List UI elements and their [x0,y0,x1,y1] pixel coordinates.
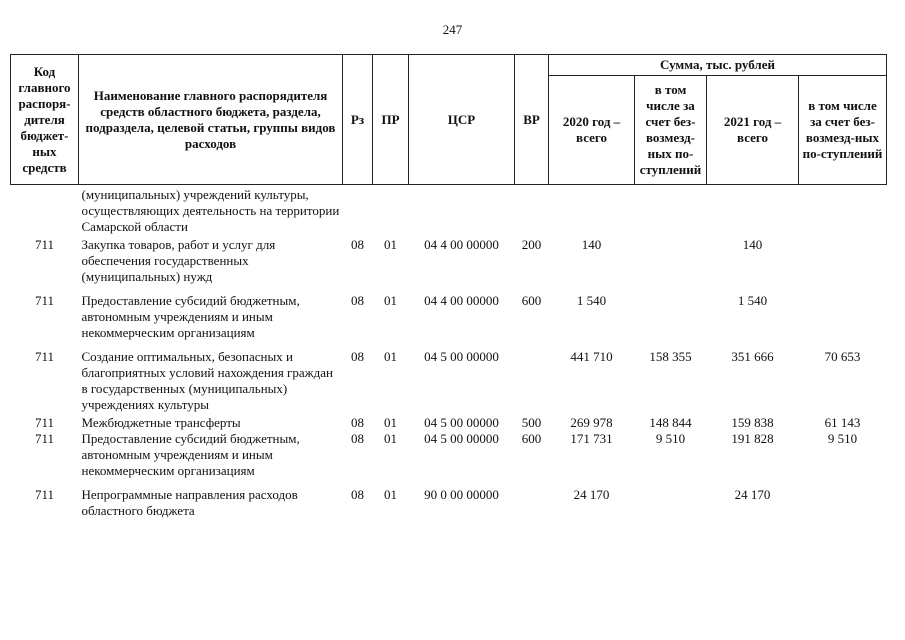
table-header [11,55,887,185]
row-name: Предоставление субсидий бюджетным, автономным учреждениям и иным некоммерческим организациям [81,293,300,340]
row-code: 711 [34,237,55,252]
budget-table [10,54,887,519]
row-pr: 01 [384,349,397,364]
row-rz [343,185,373,236]
row-free-2021: 61 143 [824,415,861,430]
row-csr: 04 4 00 00000 [424,237,499,252]
row-amount-2021: 159 838 [731,415,774,430]
row-amount-2021: 140 [742,237,763,252]
row-csr: 90 0 00 00000 [424,487,499,502]
header-2020-free: в том числе за счет без-возмезд-ных по-ступлений [635,76,707,185]
row-pr: 01 [384,415,397,430]
header-code: Код главного распоря-дителя бюджет-ных средств [11,55,79,185]
row-free-2021: 70 653 [824,349,861,364]
header-csr: ЦСР [409,55,515,185]
row-amount-2020: 269 978 [570,415,613,430]
row-amount-2020: 441 710 [570,349,613,364]
table-body [11,185,887,520]
header-2020-total: 2020 год – всего [549,76,635,185]
table-row [11,431,887,479]
table-row [11,235,887,285]
row-amount-2020: 140 [581,237,602,252]
row-rz: 08 [351,415,364,430]
row-rz: 08 [351,487,364,502]
row-free-2020 [635,479,707,519]
header-sum: Сумма, тыс. рублей [549,55,887,76]
row-pr: 01 [384,431,397,446]
table-row [11,341,887,413]
row-name: Предоставление субсидий бюджетным, автономным учреждениям и иным некоммерческим организациям [81,431,300,478]
row-amount-2020: 1 540 [576,293,607,308]
row-code: 711 [34,487,55,502]
row-amount-2021: 191 828 [731,431,774,446]
row-rz: 08 [351,237,364,252]
header-name: Наименование главного распорядителя средств областного бюджета, раздела, подраздела, целевой статьи, группы видов расходов [79,55,343,185]
page-number: 247 [442,22,463,37]
row-free-2020 [635,235,707,285]
row-free-2020: 9 510 [655,431,686,446]
row-name: Создание оптимальных, безопасных и благоприятных условий нахождения граждан в государственных (муниципальных) учреждениях культуры [81,349,333,412]
row-name: Непрограммные направления расходов областного бюджета [81,487,298,518]
row-code: 711 [34,415,55,430]
table-row [11,413,887,431]
row-vr [515,341,549,413]
row-free-2021 [799,285,887,341]
row-free-2020: 158 355 [649,349,692,364]
row-amount-2020 [549,185,635,236]
row-csr: 04 4 00 00000 [424,293,499,308]
row-free-2021 [799,235,887,285]
row-vr: 600 [521,431,542,446]
header-2021-free: в том числе за счет без-возмезд-ных по-ступлений [799,76,887,185]
row-amount-2021: 351 666 [731,349,774,364]
row-code [11,185,79,236]
row-vr: 600 [521,293,542,308]
row-csr [409,185,515,236]
row-amount-2021: 1 540 [737,293,768,308]
header-vr: ВР [515,55,549,185]
row-pr: 01 [384,237,397,252]
row-name: (муниципальных) учреждений культуры, осуществляющих деятельность на территории Самарской области [81,187,340,234]
row-pr [373,185,409,236]
row-vr: 500 [521,415,542,430]
row-rz: 08 [351,293,364,308]
row-rz: 08 [351,431,364,446]
table-row [11,185,887,236]
row-free-2021 [799,185,887,236]
table-row [11,285,887,341]
row-csr: 04 5 00 00000 [424,349,499,364]
row-csr: 04 5 00 00000 [424,431,499,446]
row-amount-2020: 171 731 [570,431,613,446]
row-free-2020 [635,285,707,341]
row-vr: 200 [521,237,542,252]
row-code: 711 [34,349,55,364]
row-code: 711 [34,431,55,446]
row-free-2020 [635,185,707,236]
row-pr: 01 [384,293,397,308]
row-free-2021: 9 510 [827,431,858,446]
row-free-2020: 148 844 [649,415,692,430]
header-rz: Рз [343,55,373,185]
table-row [11,479,887,519]
row-name: Закупка товаров, работ и услуг для обеспечения государственных (муниципальных) нужд [81,237,276,284]
row-pr: 01 [384,487,397,502]
header-pr: ПР [373,55,409,185]
row-vr [515,479,549,519]
row-free-2021 [799,479,887,519]
row-name: Межбюджетные трансферты [81,415,241,430]
row-amount-2021 [707,185,799,236]
row-amount-2021: 24 170 [734,487,771,502]
row-code: 711 [34,293,55,308]
header-2021-total: 2021 год – всего [707,76,799,185]
row-csr: 04 5 00 00000 [424,415,499,430]
row-amount-2020: 24 170 [573,487,610,502]
row-vr [515,185,549,236]
row-rz: 08 [351,349,364,364]
